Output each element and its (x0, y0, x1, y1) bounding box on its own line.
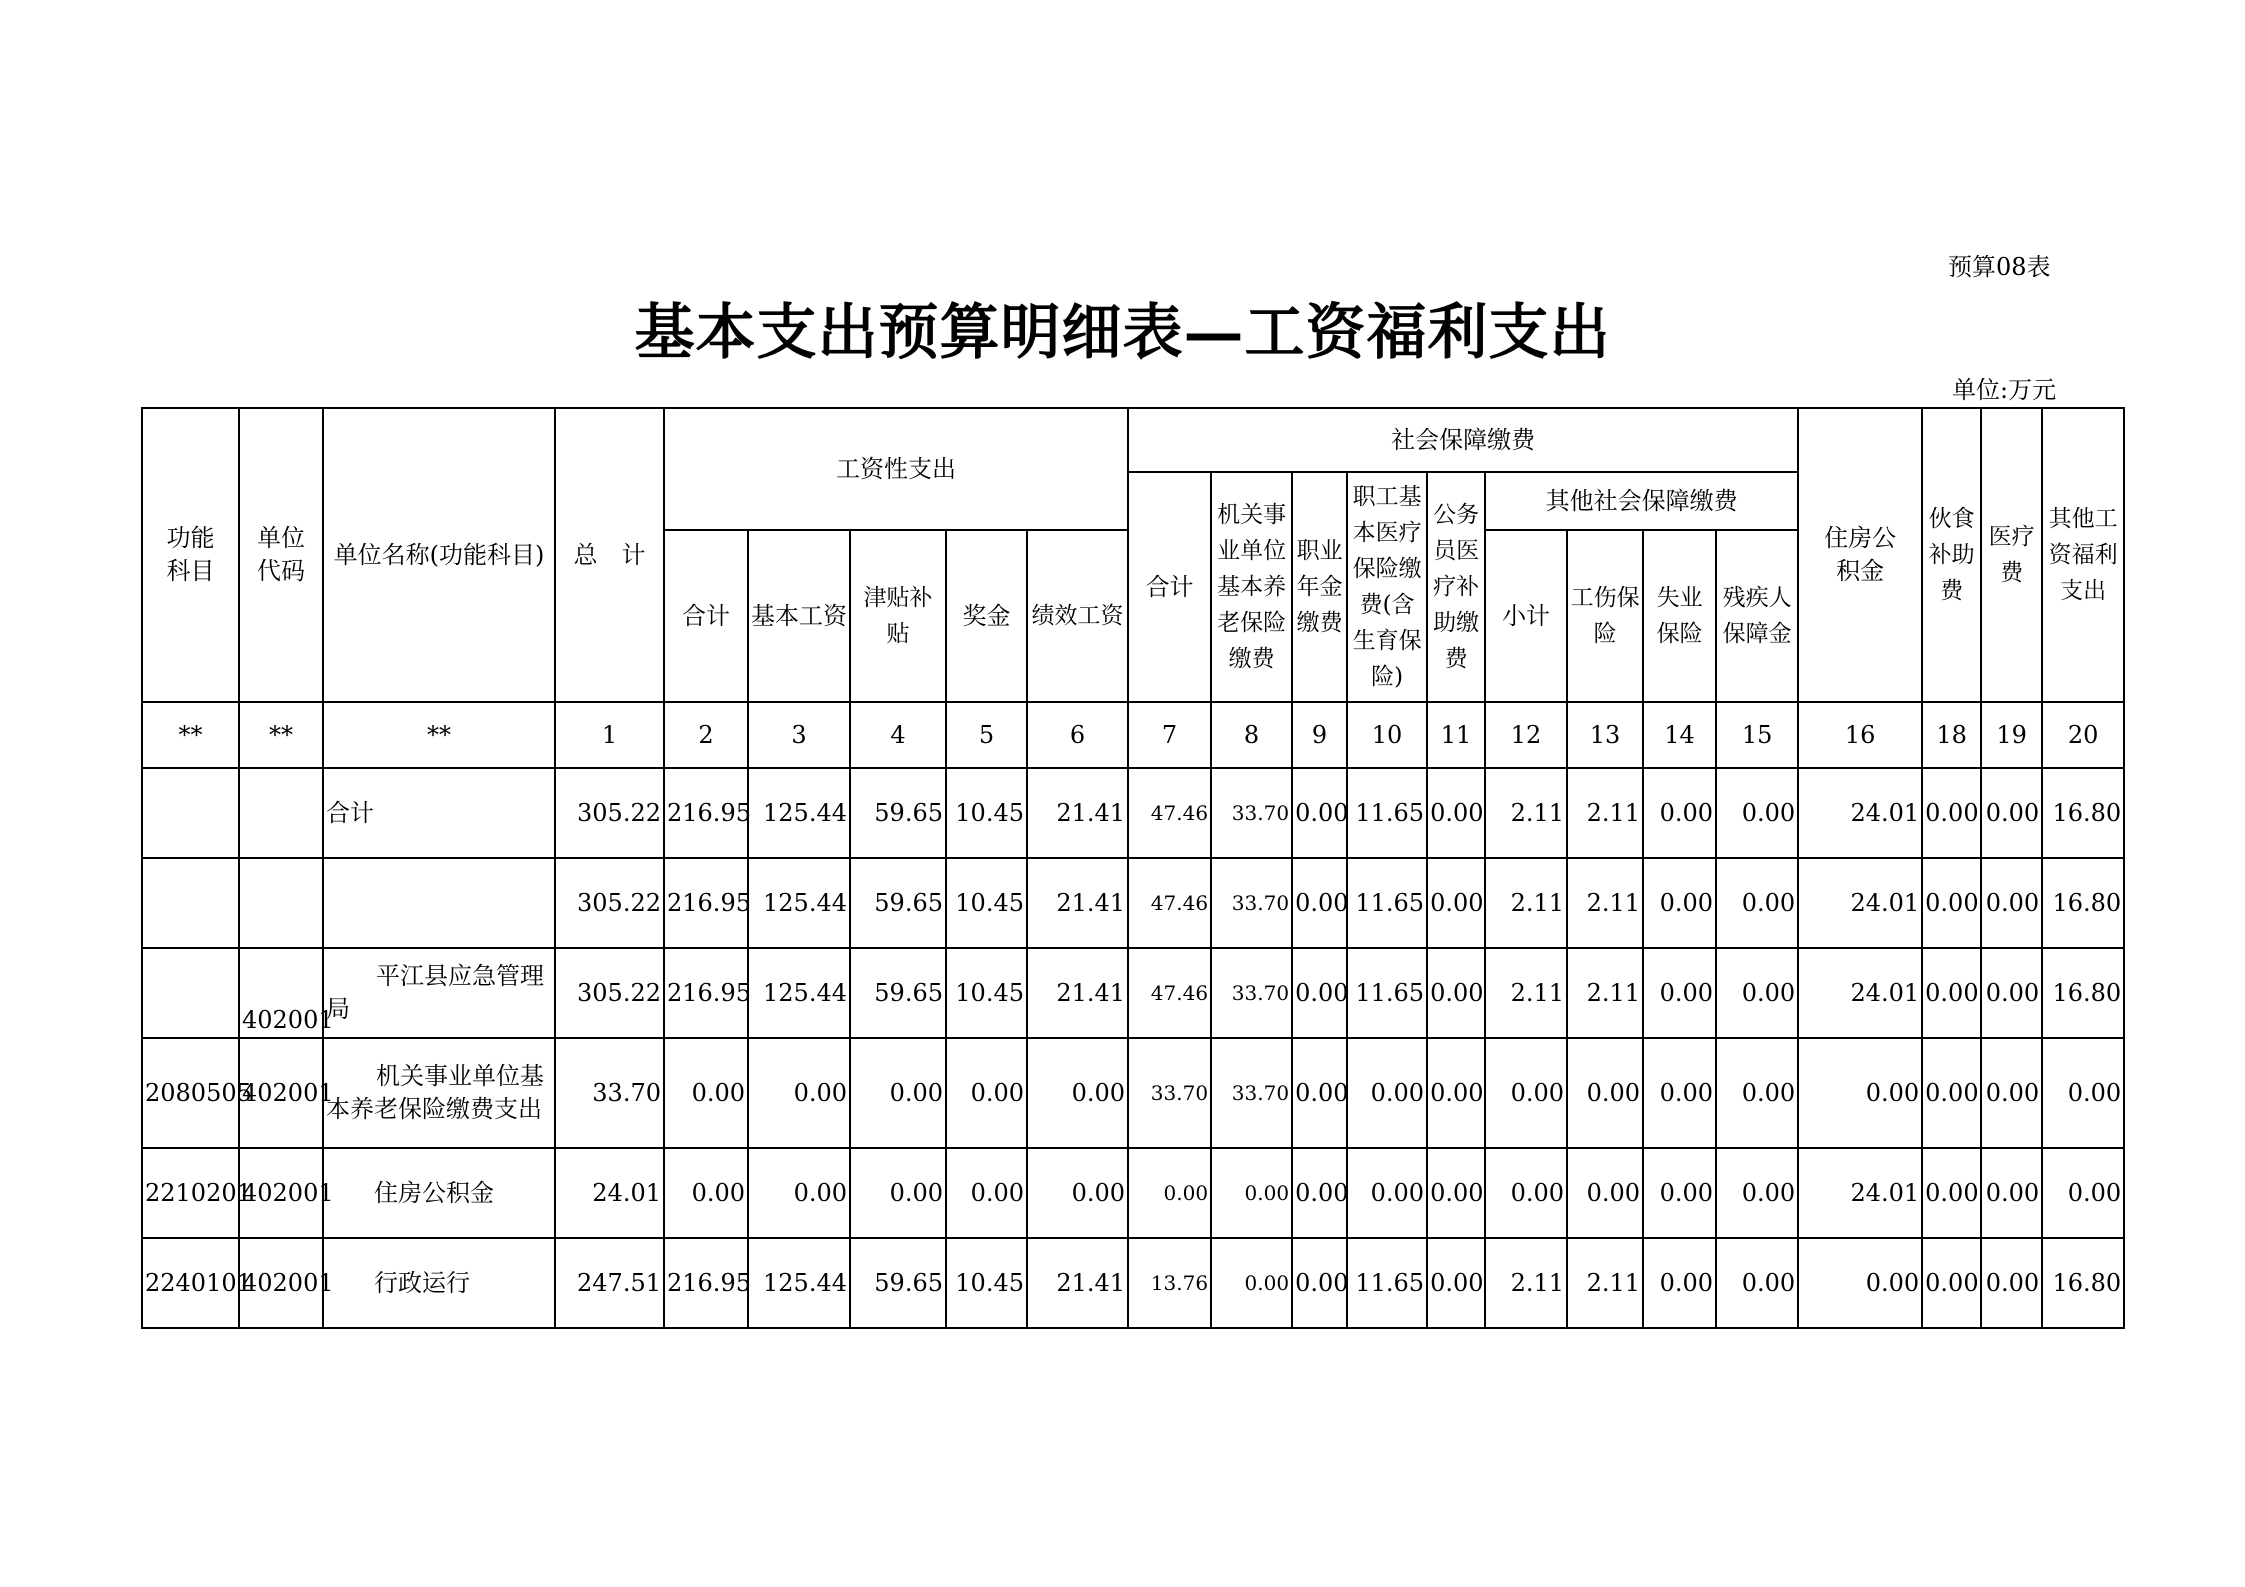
value-cell: 0.00 (1643, 1038, 1716, 1148)
unit-name-cell: 行政运行 (323, 1238, 555, 1328)
value-cell: 21.41 (1027, 858, 1128, 948)
value-cell: 59.65 (850, 948, 946, 1038)
value-cell: 2.11 (1485, 768, 1567, 858)
value-cell: 2.11 (1485, 858, 1567, 948)
header-wage-group: 工资性支出 (664, 408, 1128, 530)
table-row (142, 858, 2124, 948)
value-cell: 0.00 (1427, 1148, 1485, 1238)
value-cell: 0.00 (1981, 1038, 2042, 1148)
index-cell: ** (239, 702, 323, 768)
header-social-total: 合计 (1128, 472, 1211, 702)
table-row (142, 1238, 2124, 1328)
value-cell: 0.00 (1292, 1038, 1347, 1148)
index-cell: 12 (1485, 702, 1567, 768)
value-cell: 247.51 (555, 1238, 664, 1328)
value-cell: 24.01 (1798, 948, 1922, 1038)
index-cell: 2 (664, 702, 748, 768)
value-cell: 0.00 (1716, 768, 1798, 858)
value-cell: 0.00 (1427, 768, 1485, 858)
unit-code-cell: 402001 (239, 1148, 323, 1238)
value-cell: 0.00 (1643, 1148, 1716, 1238)
table-row (142, 948, 2124, 1038)
value-cell: 47.46 (1128, 768, 1211, 858)
unit-label: 单位:万元 (1952, 376, 2057, 404)
value-cell: 0.00 (1567, 1148, 1643, 1238)
value-cell: 10.45 (946, 948, 1027, 1038)
value-cell: 33.70 (1211, 948, 1292, 1038)
value-cell: 2.11 (1567, 858, 1643, 948)
value-cell: 0.00 (748, 1038, 850, 1148)
index-cell: 9 (1292, 702, 1347, 768)
header-wage-total: 合计 (664, 530, 748, 702)
page-title: 基本支出预算明细表—工资福利支出 (634, 298, 1611, 368)
value-cell: 0.00 (1485, 1038, 1567, 1148)
header-civil-medical: 公务员医疗补助缴费 (1427, 472, 1485, 702)
index-cell: 19 (1981, 702, 2042, 768)
value-cell: 0.00 (1922, 768, 1981, 858)
index-cell: 14 (1643, 702, 1716, 768)
value-cell: 0.00 (2042, 1038, 2124, 1148)
value-cell: 0.00 (850, 1038, 946, 1148)
value-cell: 0.00 (1292, 1148, 1347, 1238)
value-cell: 0.00 (1981, 1238, 2042, 1328)
index-cell: 20 (2042, 702, 2124, 768)
index-cell: 6 (1027, 702, 1128, 768)
value-cell: 0.00 (1981, 1148, 2042, 1238)
value-cell: 0.00 (1981, 948, 2042, 1038)
header-unit-code: 单位代码 (239, 408, 323, 702)
value-cell: 24.01 (1798, 858, 1922, 948)
value-cell: 0.00 (1643, 948, 1716, 1038)
value-cell: 0.00 (1922, 1148, 1981, 1238)
value-cell: 24.01 (1798, 768, 1922, 858)
value-cell: 0.00 (1211, 1238, 1292, 1328)
unit-code-cell (239, 768, 323, 858)
value-cell: 33.70 (1128, 1038, 1211, 1148)
value-cell: 33.70 (555, 1038, 664, 1148)
header-basic-wage: 基本工资 (748, 530, 850, 702)
value-cell: 0.00 (1427, 858, 1485, 948)
header-medical: 职工基本医疗保险缴费(含生育保险) (1347, 472, 1427, 702)
value-cell: 47.46 (1128, 948, 1211, 1038)
value-cell: 0.00 (1211, 1148, 1292, 1238)
value-cell: 2.11 (1567, 768, 1643, 858)
index-cell: 4 (850, 702, 946, 768)
value-cell: 24.01 (555, 1148, 664, 1238)
index-cell: 3 (748, 702, 850, 768)
value-cell: 33.70 (1211, 1038, 1292, 1148)
value-cell: 0.00 (1716, 858, 1798, 948)
header-housing: 住房公积金 (1798, 408, 1922, 702)
header-annuity: 职业年金缴费 (1292, 472, 1347, 702)
value-cell: 125.44 (748, 768, 850, 858)
value-cell: 0.00 (1922, 858, 1981, 948)
value-cell: 13.76 (1128, 1238, 1211, 1328)
value-cell: 216.95 (664, 948, 748, 1038)
value-cell: 0.00 (1292, 858, 1347, 948)
value-cell: 216.95 (664, 858, 748, 948)
value-cell: 0.00 (664, 1148, 748, 1238)
value-cell: 0.00 (1922, 1038, 1981, 1148)
header-other-welfare: 其他工资福利支出 (2042, 408, 2124, 702)
index-cell: ** (142, 702, 239, 768)
value-cell: 0.00 (1716, 1238, 1798, 1328)
header-other-subtotal: 小计 (1485, 530, 1567, 702)
value-cell: 0.00 (1716, 1148, 1798, 1238)
value-cell: 0.00 (1292, 948, 1347, 1038)
budget-table (141, 407, 2125, 1329)
header-func-subject: 功能科目 (142, 408, 239, 702)
value-cell: 0.00 (1347, 1038, 1427, 1148)
value-cell: 0.00 (1427, 1038, 1485, 1148)
index-cell: 5 (946, 702, 1027, 768)
func-code-cell (142, 858, 239, 948)
index-row (142, 702, 2124, 768)
index-cell: 8 (1211, 702, 1292, 768)
value-cell: 0.00 (1922, 1238, 1981, 1328)
value-cell: 0.00 (1716, 1038, 1798, 1148)
value-cell: 10.45 (946, 1238, 1027, 1328)
index-cell: 10 (1347, 702, 1427, 768)
header-pension: 机关事业单位基本养老保险缴费 (1211, 472, 1292, 702)
value-cell: 0.00 (1027, 1148, 1128, 1238)
value-cell: 0.00 (1567, 1038, 1643, 1148)
value-cell: 216.95 (664, 768, 748, 858)
value-cell: 16.80 (2042, 1238, 2124, 1328)
value-cell: 0.00 (1716, 948, 1798, 1038)
value-cell: 11.65 (1347, 1238, 1427, 1328)
index-cell: 16 (1798, 702, 1922, 768)
unit-name-cell: 住房公积金 (323, 1148, 555, 1238)
value-cell: 0.00 (1643, 768, 1716, 858)
value-cell: 16.80 (2042, 858, 2124, 948)
value-cell: 11.65 (1347, 768, 1427, 858)
value-cell: 0.00 (664, 1038, 748, 1148)
value-cell: 2.11 (1567, 1238, 1643, 1328)
header-total: 总 计 (555, 408, 664, 702)
value-cell: 0.00 (1643, 858, 1716, 948)
value-cell: 305.22 (555, 948, 664, 1038)
unit-name-cell: 合计 (323, 768, 555, 858)
value-cell: 0.00 (1922, 948, 1981, 1038)
value-cell: 305.22 (555, 768, 664, 858)
value-cell: 0.00 (1981, 858, 2042, 948)
value-cell: 0.00 (2042, 1148, 2124, 1238)
index-cell: 15 (1716, 702, 1798, 768)
value-cell: 24.01 (1798, 1148, 1922, 1238)
value-cell: 16.80 (2042, 768, 2124, 858)
value-cell: 0.00 (748, 1148, 850, 1238)
unit-name-cell: 平江县应急管理局 (323, 948, 555, 1038)
value-cell: 11.65 (1347, 948, 1427, 1038)
table-row (142, 768, 2124, 858)
unit-name-cell: 机关事业单位基本养老保险缴费支出 (323, 1038, 555, 1148)
value-cell: 0.00 (1485, 1148, 1567, 1238)
value-cell: 0.00 (1128, 1148, 1211, 1238)
value-cell: 0.00 (850, 1148, 946, 1238)
form-number: 预算08表 (1948, 253, 2051, 281)
value-cell: 59.65 (850, 1238, 946, 1328)
header-unit-name: 单位名称(功能科目) (323, 408, 555, 702)
value-cell: 2.11 (1485, 1238, 1567, 1328)
value-cell: 21.41 (1027, 948, 1128, 1038)
value-cell: 0.00 (946, 1148, 1027, 1238)
value-cell: 0.00 (1292, 768, 1347, 858)
value-cell: 0.00 (1292, 1238, 1347, 1328)
index-cell: 7 (1128, 702, 1211, 768)
value-cell: 0.00 (1643, 1238, 1716, 1328)
value-cell: 305.22 (555, 858, 664, 948)
value-cell: 16.80 (2042, 948, 2124, 1038)
index-cell: 13 (1567, 702, 1643, 768)
unit-code-cell: 402001 (239, 1238, 323, 1328)
unit-code-cell: 402001 (239, 1038, 323, 1148)
unit-code-cell: 402001 (239, 948, 323, 1038)
header-meal: 伙食补助费 (1922, 408, 1981, 702)
func-code-cell (142, 768, 239, 858)
value-cell: 21.41 (1027, 768, 1128, 858)
value-cell: 0.00 (1798, 1038, 1922, 1148)
table-row (142, 1148, 2124, 1238)
value-cell: 47.46 (1128, 858, 1211, 948)
value-cell: 10.45 (946, 768, 1027, 858)
value-cell: 0.00 (1798, 1238, 1922, 1328)
value-cell: 125.44 (748, 948, 850, 1038)
index-cell: ** (323, 702, 555, 768)
value-cell: 125.44 (748, 858, 850, 948)
value-cell: 33.70 (1211, 858, 1292, 948)
value-cell: 0.00 (1427, 1238, 1485, 1328)
func-code-cell (142, 948, 239, 1038)
header-disability: 残疾人保障金 (1716, 530, 1798, 702)
value-cell: 10.45 (946, 858, 1027, 948)
header-injury: 工伤保险 (1567, 530, 1643, 702)
value-cell: 2.11 (1567, 948, 1643, 1038)
unit-code-cell (239, 858, 323, 948)
value-cell: 33.70 (1211, 768, 1292, 858)
header-social-group: 社会保障缴费 (1128, 408, 1798, 472)
value-cell: 0.00 (1427, 948, 1485, 1038)
value-cell: 0.00 (946, 1038, 1027, 1148)
value-cell: 0.00 (1981, 768, 2042, 858)
value-cell: 125.44 (748, 1238, 850, 1328)
header-other-social: 其他社会保障缴费 (1485, 472, 1798, 530)
table-row (142, 1038, 2124, 1148)
value-cell: 59.65 (850, 858, 946, 948)
func-code-cell: 2210201 (142, 1148, 239, 1238)
value-cell: 59.65 (850, 768, 946, 858)
func-code-cell: 2240101 (142, 1238, 239, 1328)
header-medical-fee: 医疗费 (1981, 408, 2042, 702)
value-cell: 21.41 (1027, 1238, 1128, 1328)
value-cell: 0.00 (1027, 1038, 1128, 1148)
value-cell: 2.11 (1485, 948, 1567, 1038)
header-unemployment: 失业保险 (1643, 530, 1716, 702)
header-bonus: 奖金 (946, 530, 1027, 702)
header-performance: 绩效工资 (1027, 530, 1128, 702)
unit-name-cell (323, 858, 555, 948)
value-cell: 0.00 (1347, 1148, 1427, 1238)
func-code-cell: 2080505 (142, 1038, 239, 1148)
value-cell: 216.95 (664, 1238, 748, 1328)
header-allowance: 津贴补贴 (850, 530, 946, 702)
value-cell: 11.65 (1347, 858, 1427, 948)
table-body (142, 768, 2124, 1328)
index-cell: 18 (1922, 702, 1981, 768)
index-cell: 1 (555, 702, 664, 768)
index-cell: 11 (1427, 702, 1485, 768)
